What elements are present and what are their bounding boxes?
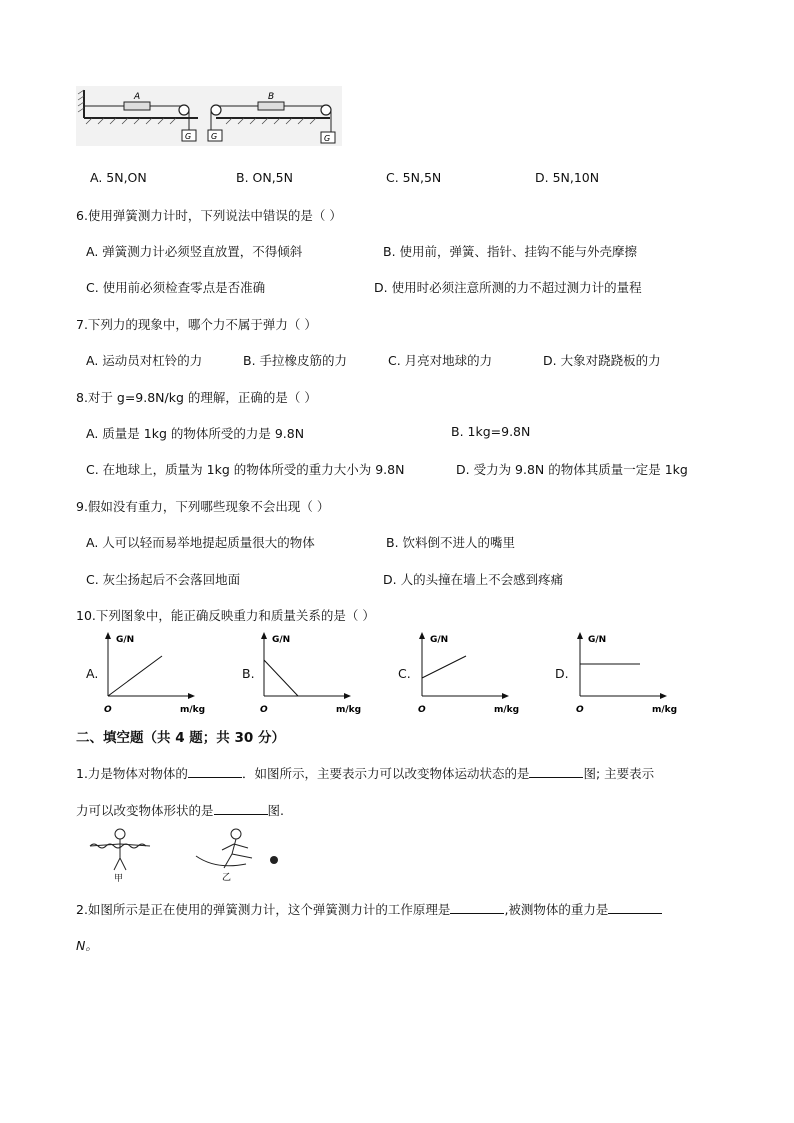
axis-x-label: m/kg (336, 705, 362, 715)
fill1-blank-3[interactable] (214, 802, 268, 815)
fig-label-yi: 乙 (222, 873, 232, 882)
weight-g-3: G (324, 134, 331, 143)
origin-label: O (576, 705, 584, 715)
q8-option-b[interactable]: B. 1kg=9.8N (451, 424, 531, 439)
q10-graph-d[interactable] (572, 630, 702, 718)
q9-option-d[interactable]: D. 人的头撞在墙上不会感到疼痛 (383, 572, 564, 587)
axis-y-label: G/N (430, 635, 449, 645)
q6-option-a[interactable]: A. 弹簧测力计必须竖直放置，不得倾斜 (86, 244, 303, 259)
q5-option-a[interactable]: A. 5N,ON (90, 170, 147, 185)
axis-y-label: G/N (272, 635, 291, 645)
fill1-blank-1[interactable] (188, 765, 242, 778)
q7-option-c[interactable]: C. 月亮对地球的力 (388, 353, 493, 368)
origin-label: O (104, 705, 112, 715)
weight-g-1: G (185, 132, 192, 141)
q8-option-d[interactable]: D. 受力为 9.8N 的物体其质量一定是 1kg (456, 462, 688, 477)
weight-g-2: G (211, 132, 218, 141)
q9-option-c[interactable]: C. 灰尘扬起后不会落回地面 (86, 572, 241, 587)
q8-option-c[interactable]: C. 在地球上，质量为 1kg 的物体所受的重力大小为 9.8N (86, 462, 405, 477)
q10-graph-a-label[interactable]: A. (86, 666, 99, 681)
fill2-text-b: ,被测物体的重力是 (504, 902, 609, 917)
origin-label: O (418, 705, 426, 715)
axis-x-label: m/kg (494, 705, 520, 715)
scale-b-label: B (268, 92, 275, 102)
fill2-blank-2[interactable] (608, 901, 662, 914)
q10-graph-c[interactable] (414, 630, 544, 718)
origin-label: O (260, 705, 268, 715)
force-illustration (76, 826, 296, 882)
fill1-line1 (76, 764, 654, 782)
q7-option-a[interactable]: A. 运动员对杠铃的力 (86, 353, 203, 368)
q10-graph-b-label[interactable]: B. (242, 666, 255, 681)
fill1-text-e: 图. (267, 803, 284, 818)
q9-stem: 9.假如没有重力，下列哪些现象不会出现（ ） (76, 499, 330, 514)
fill2-unit: N。 (76, 938, 98, 953)
scale-a-label: A (134, 92, 141, 102)
fill1-text-b: ．如图所示，主要表示力可以改变物体运动状态的是 (241, 766, 530, 781)
axis-y-label: G/N (116, 635, 135, 645)
fill2-text-a: 2.如图所示是正在使用的弹簧测力计，这个弹簧测力计的工作原理是 (76, 902, 451, 917)
pulley-figure (76, 86, 342, 146)
q9-option-b[interactable]: B. 饮料倒不进人的嘴里 (386, 535, 516, 550)
q5-option-c[interactable]: C. 5N,5N (386, 170, 442, 185)
section-2-title: 二、填空题（共 4 题；共 30 分） (76, 730, 285, 746)
q10-graph-a[interactable] (100, 630, 230, 718)
q6-stem: 6.使用弹簧测力计时，下列说法中错误的是（ ） (76, 208, 342, 223)
q7-stem: 7.下列力的现象中，哪个力不属于弹力（ ） (76, 317, 317, 332)
axis-x-label: m/kg (652, 705, 678, 715)
q7-option-b[interactable]: B. 手拉橡皮筋的力 (243, 353, 348, 368)
axis-x-label: m/kg (180, 705, 206, 715)
fill1-blank-2[interactable] (529, 765, 583, 778)
fig-label-jia: 甲 (114, 874, 124, 882)
fill2-blank-1[interactable] (450, 901, 504, 914)
fill1-line2 (76, 801, 284, 819)
q5-option-d[interactable]: D. 5N,10N (535, 170, 600, 185)
q8-stem: 8.对于 g=9.8N/kg 的理解，正确的是（ ） (76, 390, 317, 405)
q6-option-b[interactable]: B. 使用前，弹簧、指针、挂钩不能与外壳摩擦 (383, 244, 638, 259)
q6-option-d[interactable]: D. 使用时必须注意所测的力不超过测力计的量程 (374, 280, 642, 295)
fill2-line1 (76, 900, 662, 918)
fill1-text-c: 图; 主要表示 (583, 766, 655, 781)
q7-option-d[interactable]: D. 大象对跷跷板的力 (543, 353, 661, 368)
q10-graph-d-label[interactable]: D. (555, 666, 569, 681)
q9-option-a[interactable]: A. 人可以轻而易举地提起质量很大的物体 (86, 535, 315, 550)
fill1-text-a: 1.力是物体对物体的 (76, 766, 188, 781)
fill1-text-d: 力可以改变物体形状的是 (76, 803, 214, 818)
q8-option-a[interactable]: A. 质量是 1kg 的物体所受的力是 9.8N (86, 426, 305, 441)
q5-option-b[interactable]: B. ON,5N (236, 170, 293, 185)
q10-graph-b[interactable] (256, 630, 386, 718)
q10-stem: 10.下列图象中，能正确反映重力和质量关系的是（ ） (76, 608, 375, 623)
q6-option-c[interactable]: C. 使用前必须检查零点是否准确 (86, 280, 266, 295)
q10-graph-c-label[interactable]: C. (398, 666, 411, 681)
axis-y-label: G/N (588, 635, 607, 645)
